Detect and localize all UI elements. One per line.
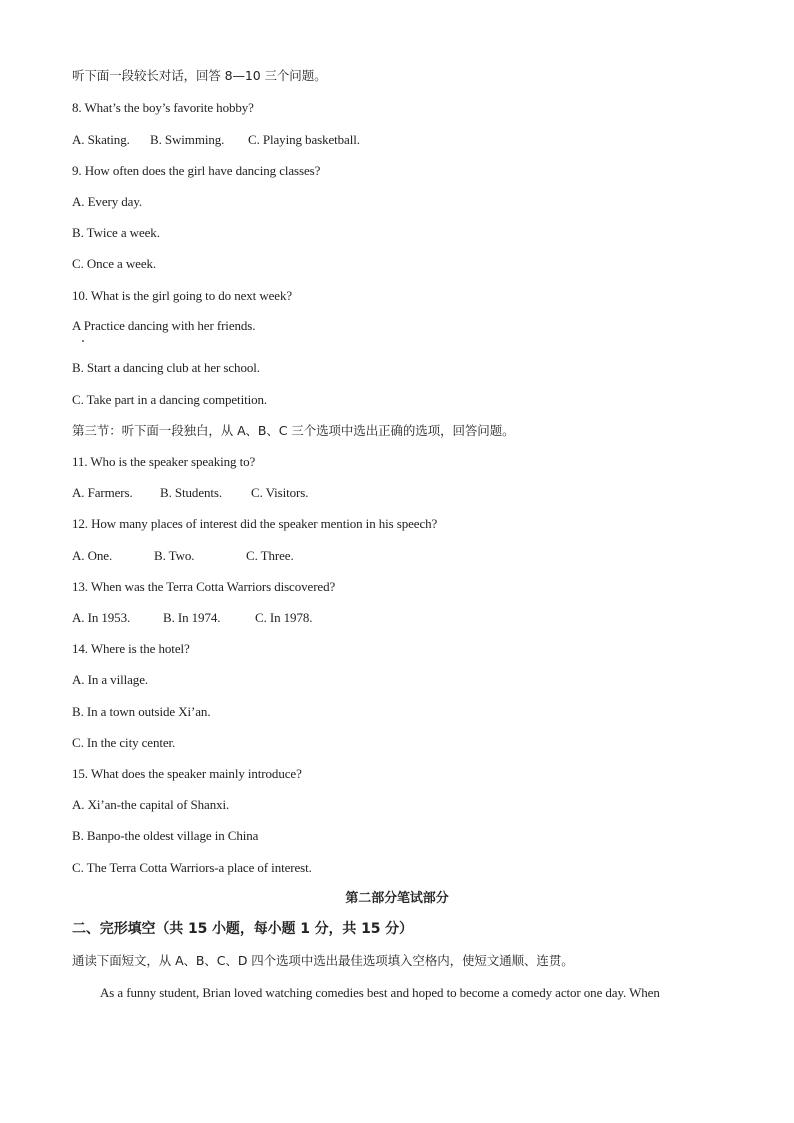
q12-option-b: B. Two. [154,548,195,563]
q13-option-c: C. In 1978. [255,610,313,625]
q15-option-a: A. Xi’an-the capital of Shanxi. [72,797,230,812]
question-10-stem: 10. What is the girl going to do next week? [72,288,293,303]
q9-option-a: A. Every day. [72,194,143,209]
q9-option-c: C. Once a week. [72,256,157,271]
question-12-stem: 12. How many places of interest did the speaker mention in his speech? [72,516,438,531]
q10-option-a: A Practice dancing with her friends. [72,318,256,333]
q8-option-c: C. Playing basketball. [248,132,360,147]
q13-option-b: B. In 1974. [163,610,221,625]
q10-option-c: C. Take part in a dancing competition. [72,392,268,407]
q12-option-a: A. One. [72,548,113,563]
cloze-instruction: 通读下面短文，从 A、B、C、D 四个选项中选出最佳选项填入空格内，使短文通顺、连贯。 [72,953,574,968]
question-8-options [72,132,360,148]
question-13-options [72,610,312,626]
q10-option-b: B. Start a dancing club at her school. [72,360,260,375]
q15-option-c: C. The Terra Cotta Warriors-a place of interest. [72,860,312,875]
q12-option-c: C. Three. [246,548,294,563]
q8-option-b: B. Swimming. [150,132,225,147]
cloze-section-title: 二、完形填空（共 15 小题，每小题 1 分，共 15 分） [72,921,413,937]
question-15-stem: 15. What does the speaker mainly introduce? [72,766,302,781]
question-11-options [72,485,308,501]
stray-dot [82,340,84,342]
section-3-instruction: 第三节：听下面一段独白，从 A、B、C 三个选项中选出正确的选项，回答问题。 [72,423,515,438]
q9-option-b: B. Twice a week. [72,225,160,240]
q14-option-b: B. In a town outside Xi’an. [72,704,211,719]
long-dialog-instruction: 听下面一段较长对话，回答 8—10 三个问题。 [72,68,327,83]
question-11-stem: 11. Who is the speaker speaking to? [72,454,256,469]
q8-option-a: A. Skating. [72,132,130,147]
question-12-options [72,548,294,564]
question-8-stem: 8. What’s the boy’s favorite hobby? [72,100,254,115]
passage-first-line: As a funny student, Brian loved watching comedies best and hoped to become a comedy actor one day. When [100,985,660,1000]
part-two-title: 第二部分笔试部分 [345,891,449,906]
q11-option-b: B. Students. [160,485,223,500]
question-13-stem: 13. When was the Terra Cotta Warriors discovered? [72,579,336,594]
q14-option-a: A. In a village. [72,672,149,687]
q15-option-b: B. Banpo-the oldest village in China [72,828,259,843]
q11-option-c: C. Visitors. [251,485,309,500]
question-14-stem: 14. Where is the hotel? [72,641,190,656]
q11-option-a: A. Farmers. [72,485,133,500]
q14-option-c: C. In the city center. [72,735,176,750]
q13-option-a: A. In 1953. [72,610,131,625]
question-9-stem: 9. How often does the girl have dancing classes? [72,163,321,178]
